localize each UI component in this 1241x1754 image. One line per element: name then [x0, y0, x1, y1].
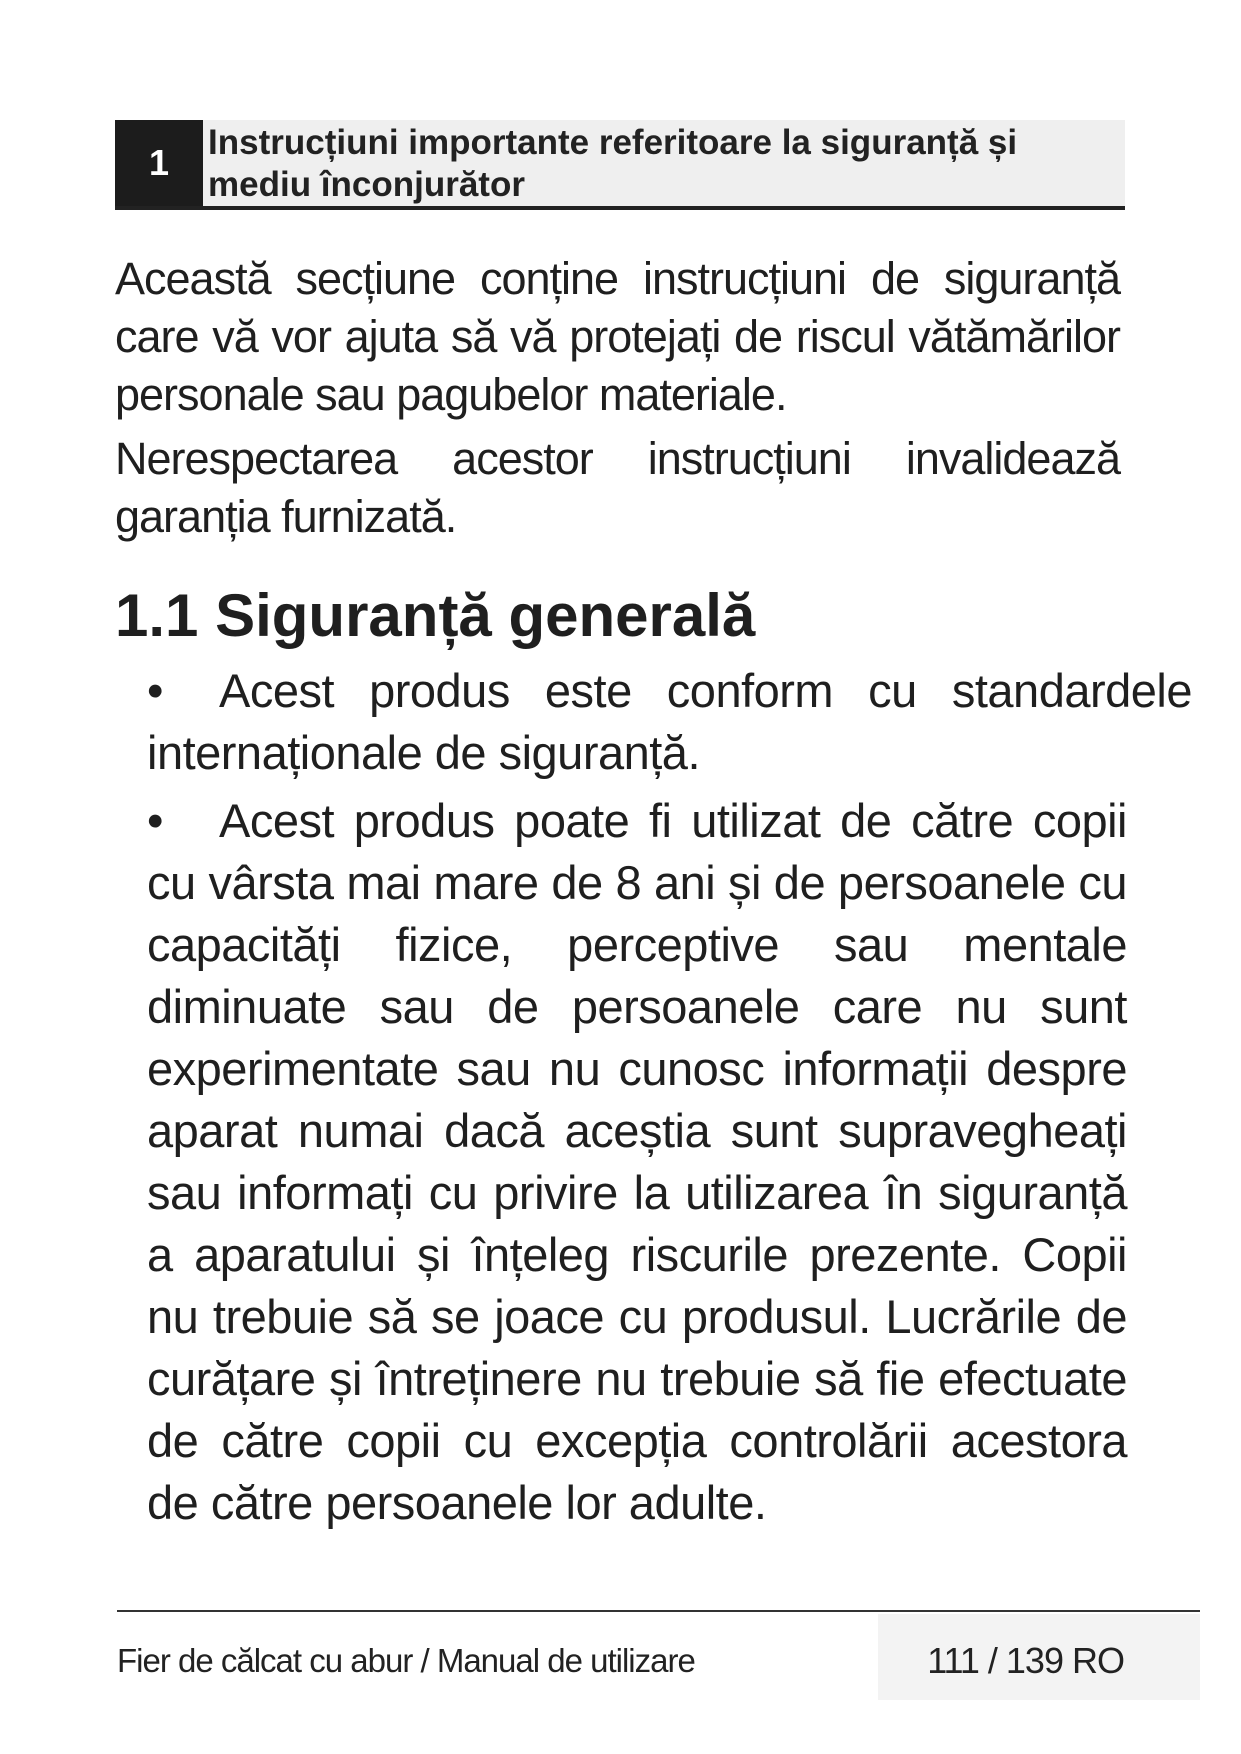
bullet-icon: •: [147, 664, 163, 717]
safety-bullet-list: [147, 660, 1192, 1540]
bullet-text: Acest produs este conform cu standardele internaționale de siguranță.: [147, 664, 1192, 779]
chapter-number: 1: [115, 120, 203, 206]
list-item: [147, 660, 1192, 784]
bullet-icon: •: [147, 794, 163, 847]
intro-paragraph-2: Nerespectarea acestor instrucțiuni invalidează garanția furnizată.: [115, 433, 1120, 542]
chapter-title-line-2: mediu înconjurător: [208, 165, 525, 204]
list-item: [147, 790, 1127, 1534]
chapter-header: [115, 120, 1125, 210]
section-heading: 1.1 Siguranță generală: [115, 582, 756, 649]
chapter-title: [208, 120, 1108, 206]
bullet-text: Acest produs poate fi utilizat de către copii cu vârsta mai mare de 8 ani și de persoanele cu capacități fizice, perceptive sau mentale diminuate sau de persoanele care nu sunt experimentate sau nu cunosc informații despre aparat numai dacă aceștia sunt supravegheați sau informați cu privire la utilizarea în siguranță a aparatului și înțeleg riscurile prezente. Copii nu trebuie să se joace cu produsul. Lucrările de curățare și întreținere nu trebuie să fie efectuate de către copii cu excepția controlării acestora de către persoanele lor adulte.: [147, 794, 1127, 1529]
page-number: 111 / 139: [927, 1640, 1063, 1681]
page-footer: [117, 1610, 1200, 1696]
intro-text: [115, 250, 1120, 552]
chapter-title-line-1: Instrucțiuni importante referitoare la siguranță și: [208, 123, 1018, 162]
footer-page-number: [927, 1640, 1124, 1682]
language-code: RO: [1072, 1640, 1124, 1681]
footer-manual-title: Fier de călcat cu abur / Manual de utilizare: [117, 1642, 695, 1679]
intro-paragraph-1: Această secțiune conține instrucțiuni de siguranță care vă vor ajuta să vă protejați de riscul vătămărilor personale sau pagubelor materiale.: [115, 253, 1120, 420]
